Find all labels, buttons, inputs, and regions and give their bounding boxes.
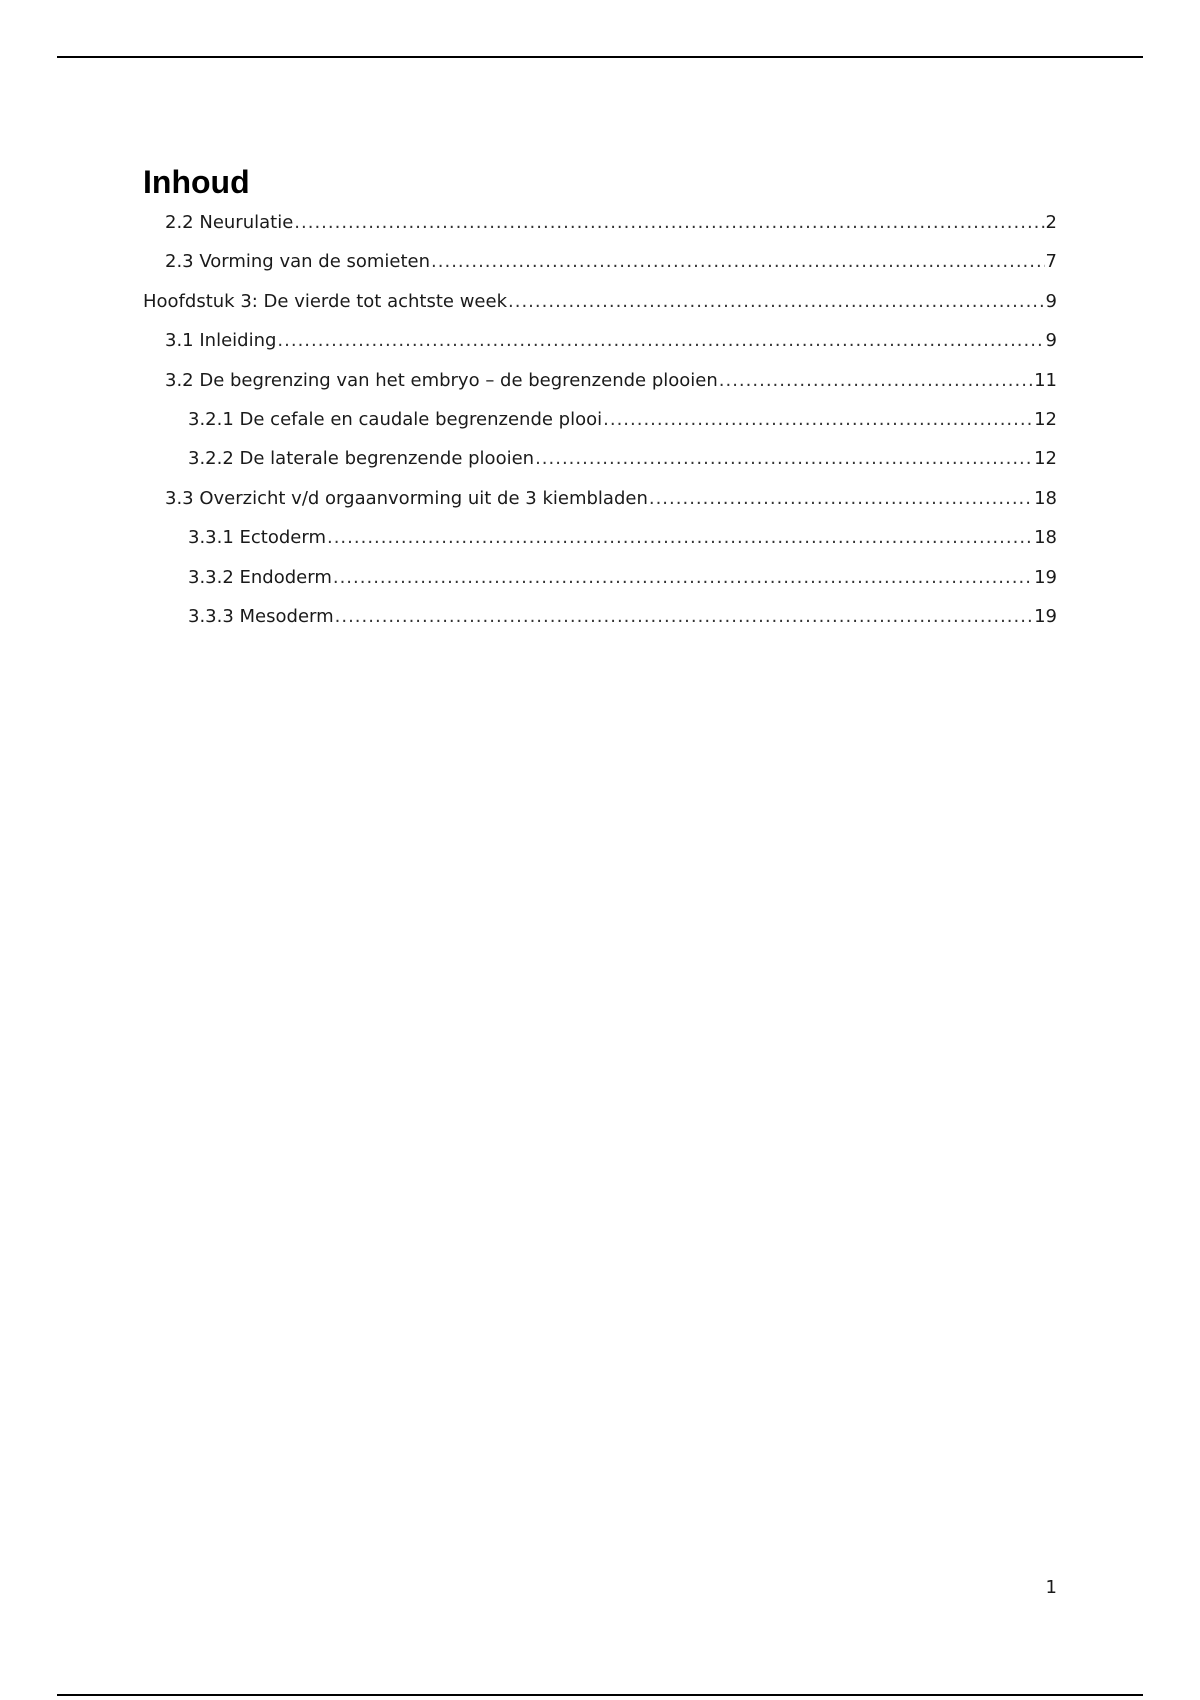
toc-dot-leader xyxy=(277,330,1044,351)
header-rule xyxy=(57,56,1143,58)
toc-entry-page-number[interactable]: 2 xyxy=(1045,212,1057,233)
toc-dot-leader xyxy=(603,409,1033,430)
toc-dot-leader xyxy=(649,488,1033,509)
toc-entry-label[interactable]: Hoofdstuk 3: De vierde tot achtste week xyxy=(143,290,508,312)
toc-entry-label[interactable]: 3.3.1 Ectoderm xyxy=(188,527,326,549)
toc-entry[interactable] xyxy=(143,330,1057,369)
toc-entry-page-number[interactable]: 9 xyxy=(1045,330,1057,352)
toc-entry[interactable] xyxy=(143,291,1057,330)
toc-entry[interactable] xyxy=(143,488,1057,527)
table-of-contents xyxy=(143,162,1057,645)
toc-entry[interactable] xyxy=(143,409,1057,448)
toc-entry-page-number[interactable]: 7 xyxy=(1045,251,1057,273)
toc-entry-page-number[interactable]: 19 xyxy=(1034,566,1057,588)
toc-entry[interactable] xyxy=(143,527,1057,566)
toc-dot-leader xyxy=(535,448,1033,469)
toc-entry-label[interactable]: 2.2 Neurulatie xyxy=(165,212,294,233)
toc-entry-label[interactable]: 3.3.3 Mesoderm xyxy=(188,605,334,627)
toc-dot-leader xyxy=(431,251,1045,272)
toc-entry-page-number[interactable]: 9 xyxy=(1045,290,1057,312)
toc-entry-page-number[interactable]: 11 xyxy=(1034,369,1057,391)
toc-entry-page-number[interactable]: 19 xyxy=(1034,605,1057,627)
toc-title: Inhoud xyxy=(143,164,250,200)
toc-entry-page-number[interactable]: 12 xyxy=(1034,448,1057,470)
toc-entry-label[interactable]: 2.3 Vorming van de somieten xyxy=(165,251,431,273)
toc-entry[interactable] xyxy=(143,448,1057,487)
toc-entry-label[interactable]: 3.2 De begrenzing van het embryo – de begrenzende plooien xyxy=(165,369,718,391)
toc-entry-page-number[interactable]: 18 xyxy=(1034,527,1057,549)
toc-entry[interactable] xyxy=(143,567,1057,606)
footer-rule xyxy=(57,1694,1143,1696)
toc-entry[interactable] xyxy=(143,251,1057,290)
toc-entry[interactable] xyxy=(143,212,1057,251)
toc-entry-label[interactable]: 3.2.1 De cefale en caudale begrenzende plooi xyxy=(188,408,603,430)
toc-entry-label[interactable]: 3.2.2 De laterale begrenzende plooien xyxy=(188,448,535,470)
toc-dot-leader xyxy=(327,527,1033,548)
toc-dot-leader xyxy=(335,606,1033,627)
toc-entry-label[interactable]: 3.3 Overzicht v/d orgaanvorming uit de 3 kiembladen xyxy=(165,487,648,509)
toc-entry-page-number[interactable]: 18 xyxy=(1034,487,1057,509)
toc-entry-label[interactable]: 3.3.2 Endoderm xyxy=(188,566,332,588)
toc-entry[interactable] xyxy=(143,606,1057,645)
page-number: 1 xyxy=(1045,1577,1057,1598)
toc-entry[interactable] xyxy=(143,370,1057,409)
toc-entry-label[interactable]: 3.1 Inleiding xyxy=(165,330,277,352)
toc-dot-leader xyxy=(508,291,1045,312)
toc-dot-leader xyxy=(719,370,1033,391)
toc-dot-leader xyxy=(294,212,1044,233)
toc-entry-page-number[interactable]: 12 xyxy=(1034,408,1057,430)
toc-dot-leader xyxy=(333,567,1033,588)
toc-list xyxy=(143,212,1057,645)
